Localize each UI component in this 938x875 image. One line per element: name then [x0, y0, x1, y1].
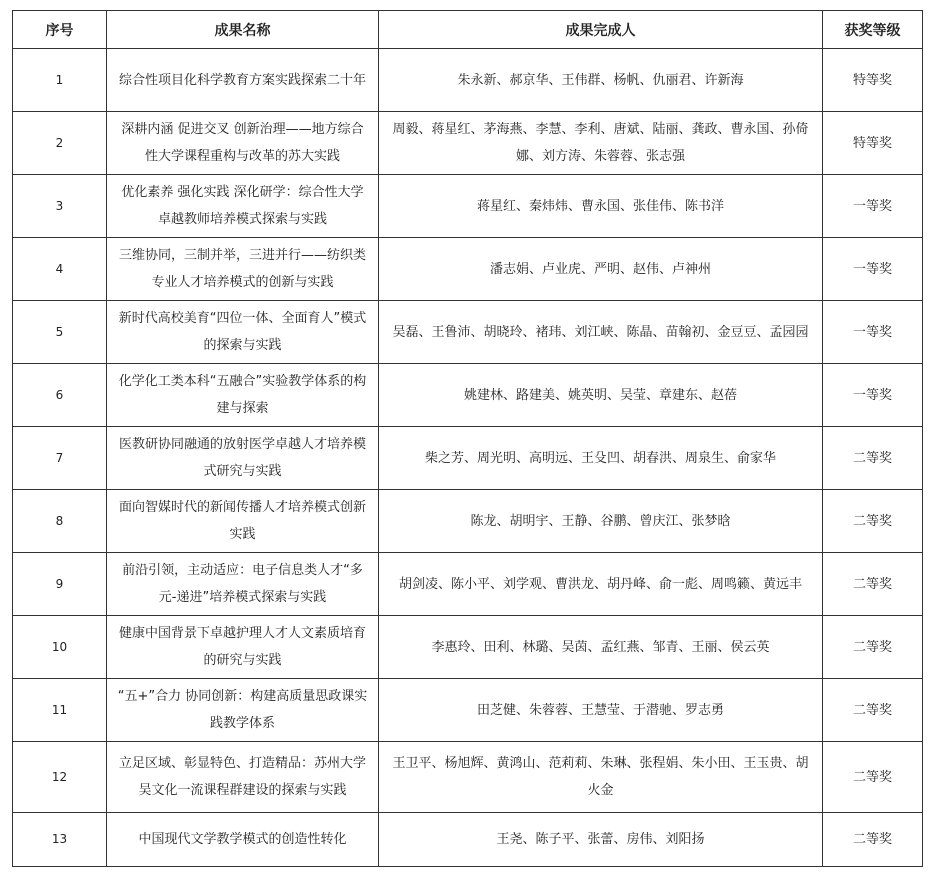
- row-level: 特等奖: [823, 49, 923, 112]
- row-level: 二等奖: [823, 813, 923, 867]
- table-row: [13, 49, 923, 112]
- row-members: 田芝健、朱蓉蓉、王慧莹、于潜驰、罗志勇: [379, 679, 823, 742]
- row-name: 化学化工类本科“五融合”实验教学体系的构建与探索: [107, 364, 379, 427]
- row-no: 9: [13, 553, 107, 616]
- row-members: 李惠玲、田利、林璐、吴茵、孟红燕、邹青、王丽、侯云英: [379, 616, 823, 679]
- row-no: 2: [13, 112, 107, 175]
- row-members: 蒋星红、秦炜炜、曹永国、张佳伟、陈书洋: [379, 175, 823, 238]
- table-row: [13, 490, 923, 553]
- row-members: 周毅、蒋星红、茅海燕、李慧、李利、唐斌、陆丽、龚政、曹永国、孙倚娜、刘方涛、朱蓉蓉、张志强: [379, 112, 823, 175]
- header-row: [13, 11, 923, 49]
- row-no: 13: [13, 813, 107, 867]
- row-members: 姚建林、路建美、姚英明、吴莹、章建东、赵蓓: [379, 364, 823, 427]
- row-level: 二等奖: [823, 616, 923, 679]
- header-members: 成果完成人: [379, 11, 823, 49]
- row-name: 优化素养 强化实践 深化研学：综合性大学卓越教师培养模式探索与实践: [107, 175, 379, 238]
- row-level: 一等奖: [823, 301, 923, 364]
- row-members: 朱永新、郝京华、王伟群、杨帆、仇丽君、许新海: [379, 49, 823, 112]
- row-name: 立足区域、彰显特色、打造精品：苏州大学吴文化一流课程群建设的探索与实践: [107, 742, 379, 813]
- row-level: 一等奖: [823, 238, 923, 301]
- table-row: [13, 364, 923, 427]
- row-members: 王尧、陈子平、张蕾、房伟、刘阳扬: [379, 813, 823, 867]
- row-name: 三维协同，三制并举，三进并行——纺织类专业人才培养模式的创新与实践: [107, 238, 379, 301]
- table-row: [13, 238, 923, 301]
- row-name: 中国现代文学教学模式的创造性转化: [107, 813, 379, 867]
- row-no: 12: [13, 742, 107, 813]
- row-name: 深耕内涵 促进交叉 创新治理——地方综合性大学课程重构与改革的苏大实践: [107, 112, 379, 175]
- row-no: 4: [13, 238, 107, 301]
- header-name: 成果名称: [107, 11, 379, 49]
- row-members: 王卫平、杨旭辉、黄鸿山、范莉莉、朱琳、张程娟、朱小田、王玉贵、胡火金: [379, 742, 823, 813]
- table-row: [13, 553, 923, 616]
- row-level: 二等奖: [823, 427, 923, 490]
- row-members: 陈龙、胡明宇、王静、谷鹏、曾庆江、张梦晗: [379, 490, 823, 553]
- table-row: [13, 813, 923, 867]
- row-level: 一等奖: [823, 364, 923, 427]
- row-members: 柴之芳、周光明、高明远、王殳凹、胡春洪、周泉生、俞家华: [379, 427, 823, 490]
- row-no: 8: [13, 490, 107, 553]
- row-name: 综合性项目化科学教育方案实践探索二十年: [107, 49, 379, 112]
- row-level: 二等奖: [823, 679, 923, 742]
- header-level: 获奖等级: [823, 11, 923, 49]
- header-no: 序号: [13, 11, 107, 49]
- table-row: [13, 301, 923, 364]
- awards-table: [12, 10, 923, 867]
- row-no: 5: [13, 301, 107, 364]
- table-row: [13, 742, 923, 813]
- row-level: 二等奖: [823, 490, 923, 553]
- row-members: 胡剑凌、陈小平、刘学观、曹洪龙、胡丹峰、俞一彪、周鸣籁、黄远丰: [379, 553, 823, 616]
- table-row: [13, 112, 923, 175]
- table-row: [13, 616, 923, 679]
- row-name: 健康中国背景下卓越护理人才人文素质培育的研究与实践: [107, 616, 379, 679]
- row-name: 面向智媒时代的新闻传播人才培养模式创新实践: [107, 490, 379, 553]
- row-name: 新时代高校美育“四位一体、全面育人”模式的探索与实践: [107, 301, 379, 364]
- table-row: [13, 427, 923, 490]
- row-name: “五+”合力 协同创新：构建高质量思政课实践教学体系: [107, 679, 379, 742]
- row-no: 7: [13, 427, 107, 490]
- row-no: 6: [13, 364, 107, 427]
- row-no: 10: [13, 616, 107, 679]
- table-row: [13, 175, 923, 238]
- row-level: 二等奖: [823, 742, 923, 813]
- row-level: 二等奖: [823, 553, 923, 616]
- table-row: [13, 679, 923, 742]
- row-no: 11: [13, 679, 107, 742]
- row-members: 潘志娟、卢业虎、严明、赵伟、卢神州: [379, 238, 823, 301]
- row-name: 前沿引领，主动适应：电子信息类人才“多元-递进”培养模式探索与实践: [107, 553, 379, 616]
- row-level: 特等奖: [823, 112, 923, 175]
- row-level: 一等奖: [823, 175, 923, 238]
- row-members: 吴磊、王鲁沛、胡晓玲、褚玮、刘江峡、陈晶、苗翰初、金豆豆、孟园园: [379, 301, 823, 364]
- row-no: 1: [13, 49, 107, 112]
- row-no: 3: [13, 175, 107, 238]
- row-name: 医教研协同融通的放射医学卓越人才培养模式研究与实践: [107, 427, 379, 490]
